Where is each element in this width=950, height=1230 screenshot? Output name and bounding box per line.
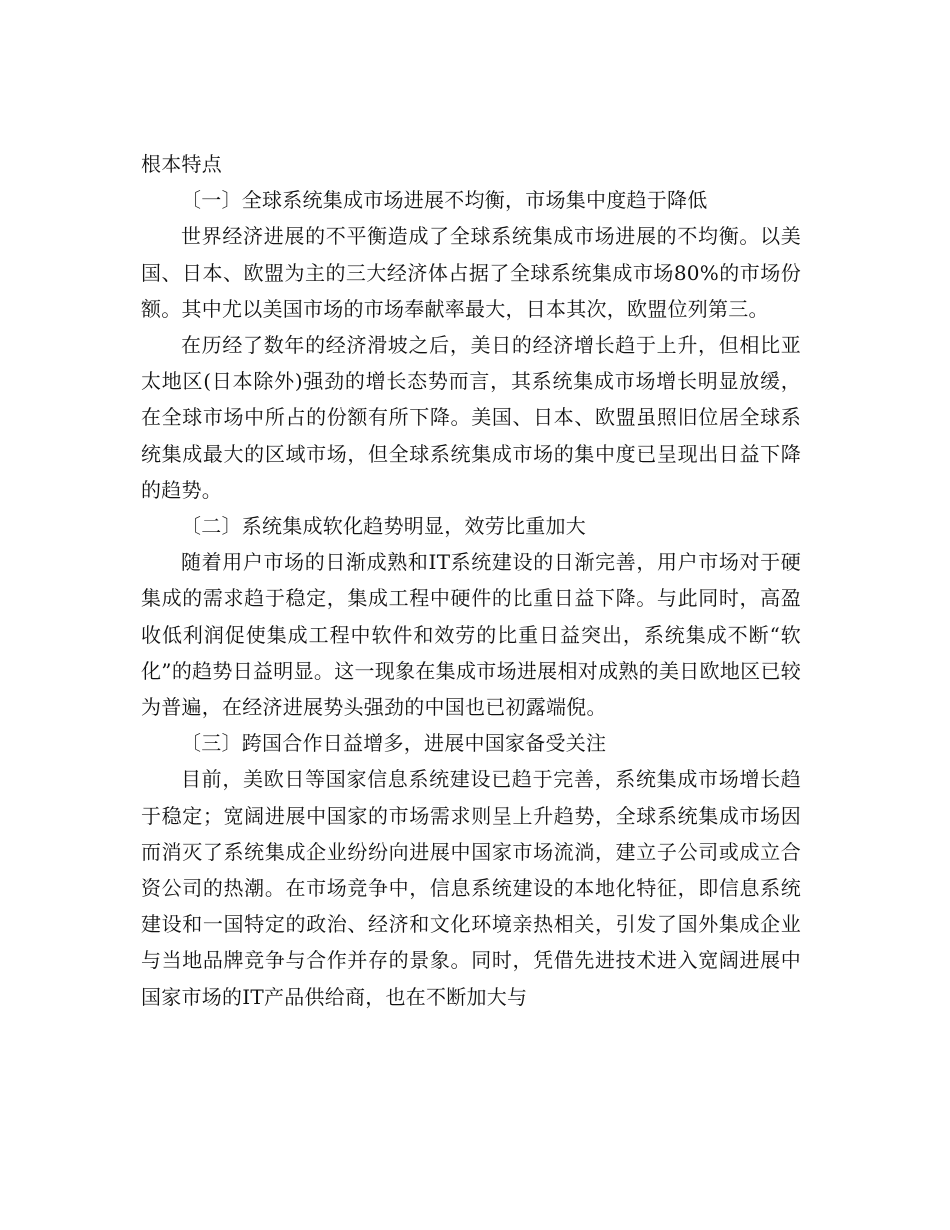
section-2-paragraph-1: 随着用户市场的日渐成熟和IT系统建设的日渐完善，用户市场对于硬集成的需求趋于稳定，集成工程中硬件的比重日益下降。与此同时，高盈收低利润促使集成工程中软件和效劳的比重日益突出，系统集成不断“软化”的趋势日益明显。这一现象在集成市场进展相对成熟的美日欧地区已较为普遍，在经济进展势头强劲的中国也已初露端倪。 <box>141 550 801 720</box>
section-3-paragraph-1: 目前，美欧日等国家信息系统建设已趋于完善，系统集成市场增长趋于稳定；宽阔进展中国家的市场需求则呈上升趋势，全球系统集成市场因而消灭了系统集成企业纷纷向进展中国家市场流淌，建立子公司或成立合资公司的热潮。在市场竞争中，信息系统建设的本地化特征，即信息系统建设和一国特定的政治、经济和文化环境亲热相关，引发了国外集成企业与当地品牌竞争与合作并存的景象。同时，凭借先进技术进入宽阔进展中国家市场的IT产品供给商，也在不断加大与 <box>141 767 801 1009</box>
section-title-3: 〔三〕跨国合作日益增多，进展中国家备受关注 <box>181 731 607 756</box>
document-heading: 根本特点 <box>141 152 222 176</box>
section-title-2: 〔二〕系统集成软化趋势明显，效劳比重加大 <box>181 514 586 539</box>
document-page <box>141 146 801 1015</box>
section-1-paragraph-1: 世界经济进展的不平衡造成了全球系统集成市场进展的不均衡。以美国、日本、欧盟为主的三大经济体占据了全球系统集成市场80%的市场份额。其中尤以美国市场的市场奉献率最大，日本其次，欧盟位列第三。 <box>141 224 801 321</box>
section-1-paragraph-2: 在历经了数年的经济滑坡之后，美日的经济增长趋于上升，但相比亚太地区(日本除外)强劲的增长态势而言，其系统集成市场增长明显放缓，在全球市场中所占的份额有所下降。美国、日本、欧盟虽照旧位居全球系统集成最大的区域市场，但全球系统集成市场的集中度已呈现出日益下降的趋势。 <box>141 333 801 502</box>
section-title-1: 〔一〕全球系统集成市场进展不均衡，市场集中度趋于降低 <box>181 188 708 213</box>
